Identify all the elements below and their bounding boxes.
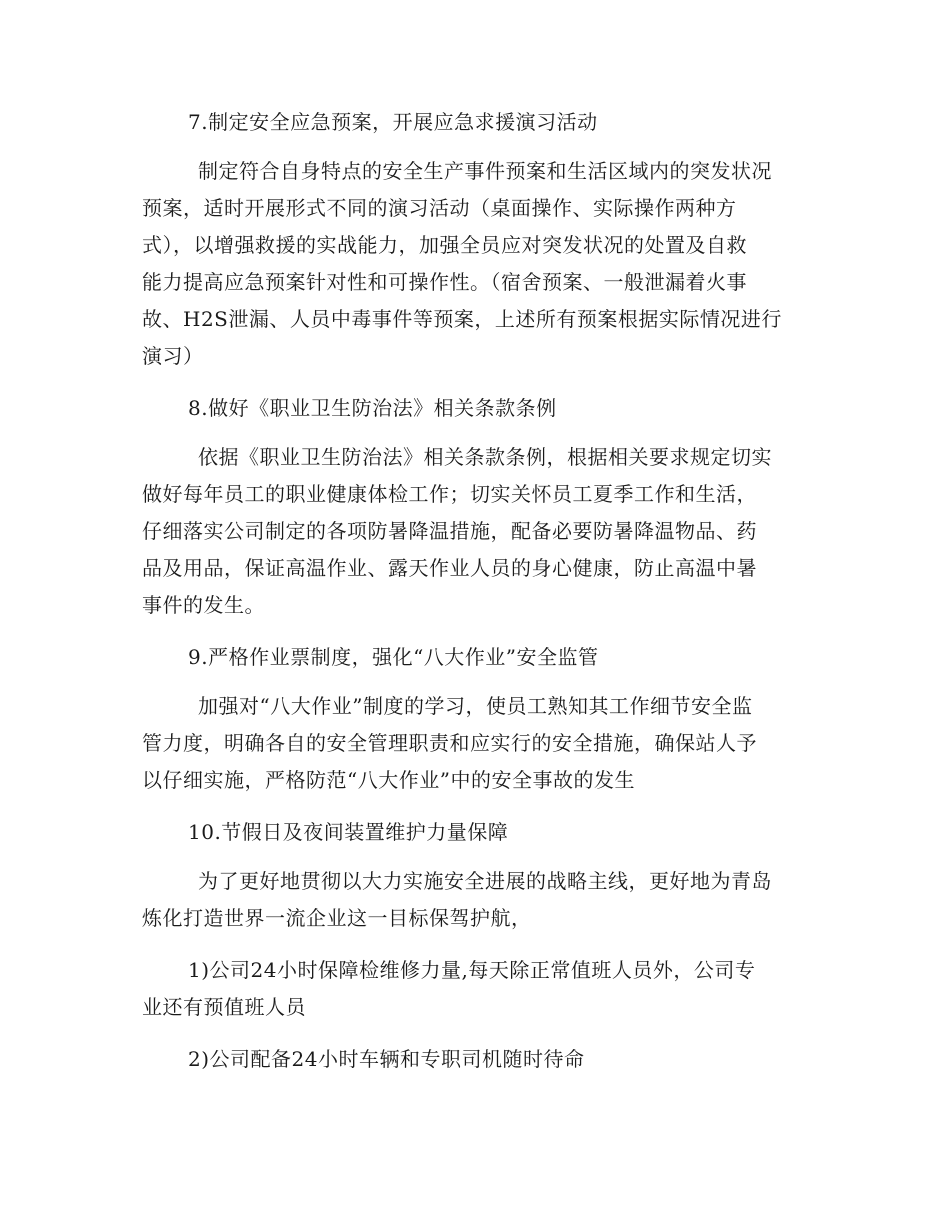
section-heading: 8.做好《职业卫生防治法》相关条款条例 <box>188 396 557 420</box>
paragraph-line: 业还有预值班人员 <box>142 995 306 1019</box>
section-paragraph <box>142 153 810 375</box>
paragraph-line: 为了更好地贯彻以大力实施安全进展的战略主线，更好地为青岛 <box>198 869 772 893</box>
paragraph-line: 能力提高应急预案针对性和可操作性。（宿舍预案、一般泄漏着火事 <box>142 270 747 294</box>
paragraph-line: 事件的发生。 <box>142 593 265 617</box>
list-item <box>142 952 810 1026</box>
paragraph-line: 炼化打造世界一流企业这一目标保驾护航， <box>142 906 532 930</box>
paragraph-line: 仔细落实公司制定的各项防暑降温措施，配备必要防暑降温物品、药 <box>142 519 757 543</box>
paragraph-line: 演习） <box>142 344 204 368</box>
paragraph-line: 管力度，明确各自的安全管理职责和应实行的安全措施，确保站人予 <box>142 731 757 755</box>
section-paragraph <box>142 688 810 799</box>
paragraph-line: 以仔细实施，严格防范“八大作业”中的安全事故的发生 <box>142 768 635 792</box>
paragraph-line: 加强对“八大作业”制度的学习，使员工熟知其工作细节安全监 <box>198 694 753 718</box>
paragraph-line: 式），以增强救援的实战能力，加强全员应对突发状况的处置及自救 <box>142 233 747 257</box>
paragraph-line: 依据《职业卫生防治法》相关条款条例，根据相关要求规定切实 <box>198 445 772 469</box>
paragraph-line: 预案，适时开展形式不同的演习活动（桌面操作、实际操作两种方 <box>142 196 737 220</box>
paragraph-line: 1)公司24小时保障检维修力量,每天除正常值班人员外，公司专 <box>188 958 756 982</box>
section-heading: 7.制定安全应急预案，开展应急求援演习活动 <box>188 110 598 134</box>
paragraph-line: 2)公司配备24小时车辆和专职司机随时待命 <box>188 1047 585 1071</box>
section-paragraph <box>142 863 810 937</box>
paragraph-line: 做好每年员工的职业健康体检工作；切实关怀员工夏季工作和生活， <box>142 482 757 506</box>
section-heading: 10.节假日及夜间装置维护力量保障 <box>188 820 509 844</box>
paragraph-line: 制定符合自身特点的安全生产事件预案和生活区域内的突发状况 <box>198 159 772 183</box>
paragraph-line: 品及用品，保证高温作业、露天作业人员的身心健康，防止高温中暑 <box>142 556 757 580</box>
section-heading: 9.严格作业票制度，强化“八大作业”安全监管 <box>188 645 599 669</box>
section-paragraph <box>142 439 810 624</box>
document-page <box>142 104 810 1078</box>
paragraph-line: 故、H2S泄漏、人员中毒事件等预案，上述所有预案根据实际情况进行 <box>142 307 782 331</box>
list-item <box>142 1041 810 1078</box>
